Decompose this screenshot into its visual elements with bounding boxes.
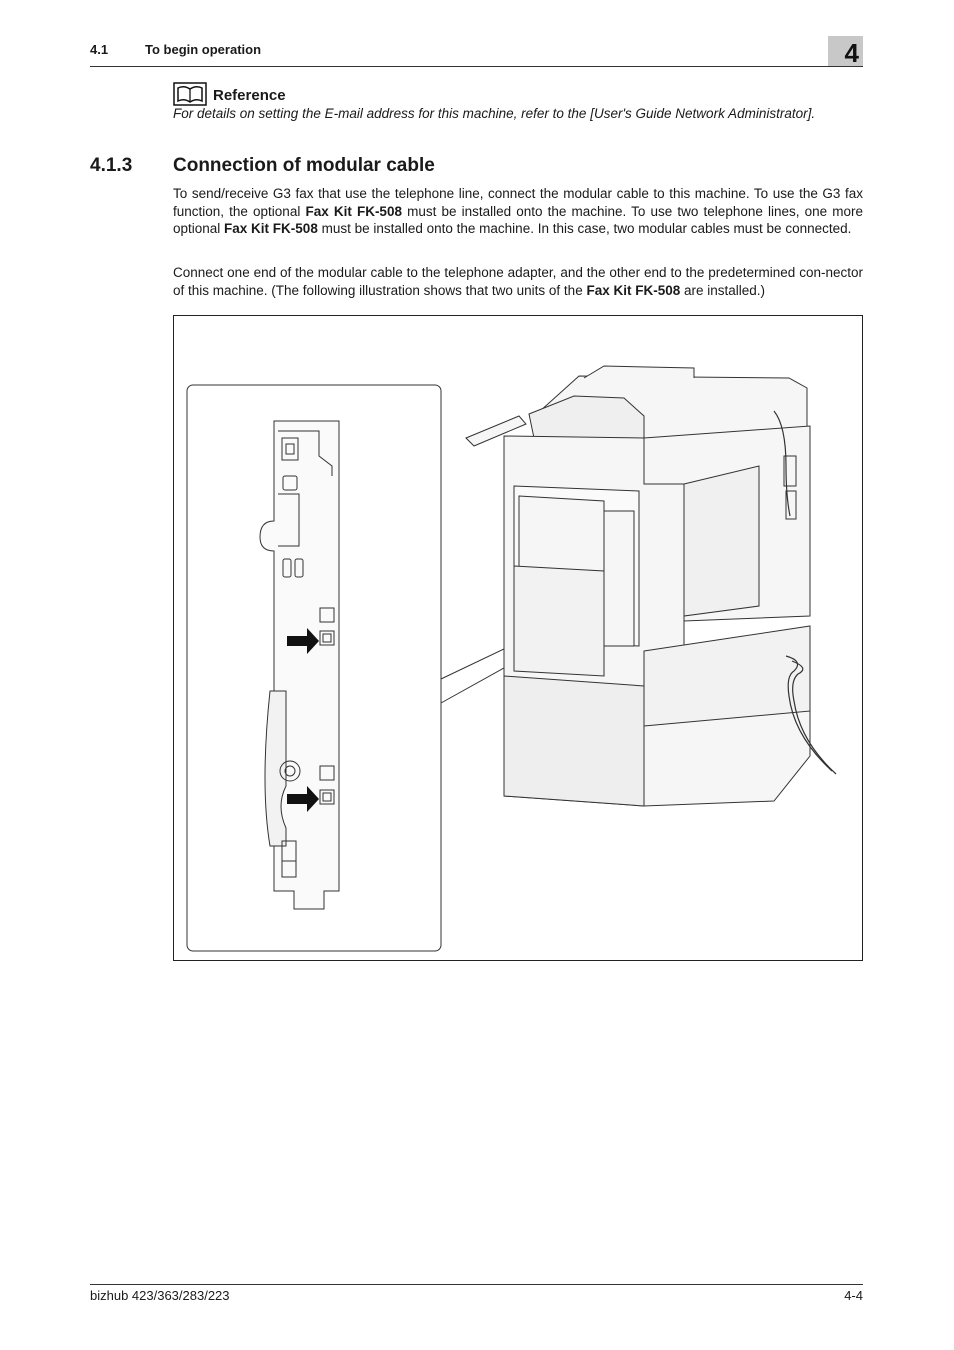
footer-page-number: 4-4	[844, 1288, 863, 1303]
page-footer	[90, 1284, 863, 1303]
reference-label: Reference	[213, 87, 286, 104]
text-run: must be installed onto the machine. In this case, two modular cables must be connected.	[317, 221, 852, 237]
paragraph-connect	[173, 264, 863, 299]
text-run: To send/receive G3 fax that use the telephone line, connect the modular cable to this machine. To use the G3 fax function, the optional	[173, 186, 863, 219]
text-run: Connect one end of the modular cable to the telephone adapter, and the other end to the predetermined con-nector of this machine. (The following illustration shows that two units of the	[173, 265, 863, 298]
text-run: are installed.)	[680, 282, 766, 298]
header-section-number: 4.1	[90, 42, 109, 57]
mfp-machine	[466, 366, 810, 806]
chapter-tab	[828, 36, 863, 66]
header-section-title: To begin operation	[145, 42, 262, 57]
chapter-number: 4	[844, 38, 859, 68]
paragraph-intro	[173, 185, 863, 238]
illustration-drawing	[174, 316, 862, 960]
reference-text: For details on setting the E-mail address for this machine, refer to the [User's Guide Network Administrator].	[173, 106, 816, 121]
section-title: Connection of modular cable	[173, 155, 435, 176]
product-name: Fax Kit FK-508	[305, 203, 402, 219]
page-header	[90, 42, 863, 67]
book-reference-icon	[173, 82, 207, 106]
product-name: Fax Kit FK-508	[224, 221, 318, 237]
modular-cable-illustration	[173, 315, 863, 961]
footer-product: bizhub 423/363/283/223	[90, 1288, 230, 1303]
text-run: must be installed onto the machine. To use two telephone lines, one more optional	[173, 203, 864, 237]
product-name: Fax Kit FK-508	[586, 282, 681, 298]
section-number: 4.1.3	[90, 155, 133, 176]
